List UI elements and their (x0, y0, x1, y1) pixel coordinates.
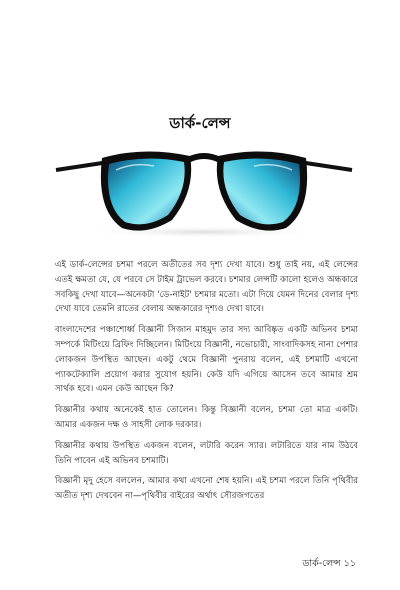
paragraph-4: বিজ্ঞানীর কথায় উপস্থিত একজন বলেন, লটারি করেন স্যার। লটারিতে যার নাম উঠবে তিনি পাবেন এই অভিনব চশমাটি। (55, 440, 358, 466)
paragraph-5: বিজ্ঞানী মৃদু হেসে বললেন, আমার কথা এখনো শেষ হয়নি। এই চশমা পরলে তিনি পৃথিবীর অতীত দৃশ্য দেখবেন না—পৃথিবীর বাইরের অর্থাৎ সৌরজগতের (55, 476, 358, 502)
paragraph-1: এই ডার্ক-লেন্সের চশমা পরলে অতীতের সব দৃশ্য দেখা যাবে। শুধু তাই নয়, এই লেন্সের এতই ক্ষমতা যে, যে পরবে সে টাইম ট্রাভেল করবে। চশমার লেন্সটি কালো হলেও অন্ধকারে সবকিছু দেখা যাবে—অনেকটা 'ডে-নাইট' চশমার মতো। এটা দিয়ে যেমন দিনের বেলার দৃশ্য দেখা যাবে তেমনি রাতের বেলায় অন্ধকারের দৃশ্যও দেখা যাবে। (55, 260, 358, 315)
chapter-title: ডার্ক-লেন্স (169, 114, 231, 132)
body-text (55, 258, 358, 510)
paragraph-2: বাংলাদেশের পঞ্চাশোর্ধ্ব বিজ্ঞানী সিজান মাহমুদ তার সদ্য আবিষ্কৃত একটি অভিনব চশমা সম্পর্কে মিটিংয়ে ব্রিফিং দিচ্ছিলেন। মিটিংয়ে বিজ্ঞানী, নভোচারী, সাংবাদিকসহ নানা পেশার লোকজন উপস্থিত আছেন। একটু থেমে বিজ্ঞানী পুনরায় বলেন, এই চশমাটি এখনো প্যাকটেক্যালি প্রয়োগ করার সুযোগ হয়নি। কেউ যদি এগিয়ে আসেন তবে আমার শ্রম সার্থক হবে। এমন কেউ আছেন কি? (55, 325, 358, 395)
paragraph-3: বিজ্ঞানীর কথায় অনেকেই হাত তোলেন। কিন্তু বিজ্ঞানী বলেন, চশমা তো মাত্র একটি। আমার একজন দক্ষ ও সাহসী লোক দরকার। (55, 405, 358, 430)
sunglasses-illustration (54, 140, 354, 238)
page-footer: ডার্ক-লেন্স ১১ (302, 558, 356, 569)
